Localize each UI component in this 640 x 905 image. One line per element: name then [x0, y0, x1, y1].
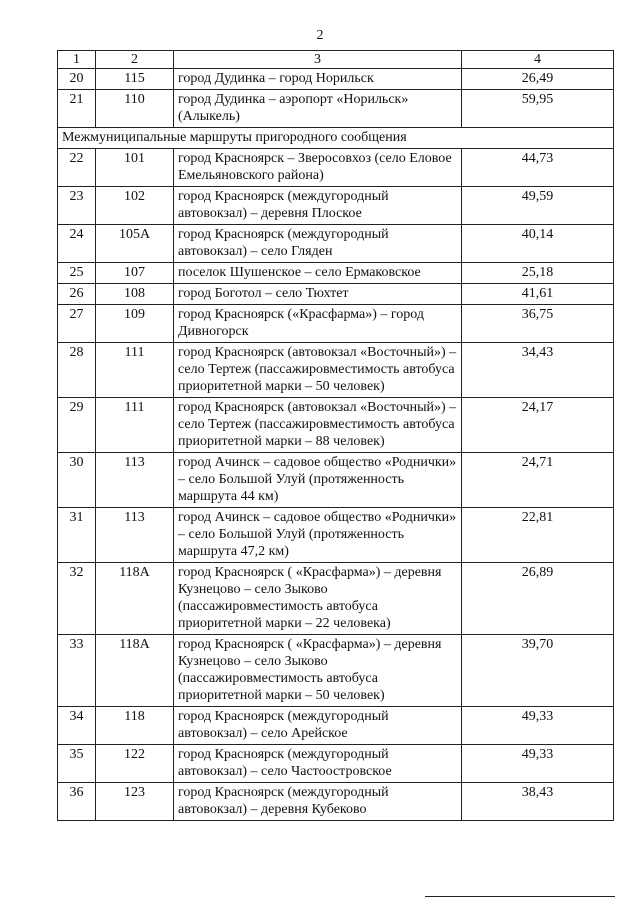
table-row: [58, 90, 614, 128]
row-number-cell: 22: [58, 149, 96, 187]
row-number-cell: 30: [58, 453, 96, 508]
fare-cell: 49,33: [462, 745, 614, 783]
route-name-cell: город Красноярск ( «Красфарма») – деревня Кузнецово – село Зыково (пассажировместимость автобуса приоритетной марки – 50 человек): [174, 635, 462, 707]
route-name-cell: город Красноярск («Красфарма») – город Дивногорск: [174, 305, 462, 343]
route-code-cell: 118А: [96, 563, 174, 635]
table-row: [58, 69, 614, 90]
table-row: [58, 745, 614, 783]
table-row: [58, 783, 614, 821]
row-number-cell: 34: [58, 707, 96, 745]
route-name-cell: город Ачинск – садовое общество «Роднички» – село Большой Улуй (протяженность маршрута 44 км): [174, 453, 462, 508]
route-code-cell: 102: [96, 187, 174, 225]
route-code-cell: 110: [96, 90, 174, 128]
route-code-cell: 111: [96, 343, 174, 398]
fare-cell: 49,33: [462, 707, 614, 745]
route-name-cell: город Красноярск (автовокзал «Восточный») – село Тертеж (пассажировместимость автобуса приоритетной марки – 88 человек): [174, 398, 462, 453]
row-number-cell: 32: [58, 563, 96, 635]
route-code-cell: 115: [96, 69, 174, 90]
row-number-cell: 28: [58, 343, 96, 398]
route-code-cell: 101: [96, 149, 174, 187]
routes-table: [57, 50, 614, 821]
fare-cell: 24,17: [462, 398, 614, 453]
table-row: [58, 149, 614, 187]
route-code-cell: 113: [96, 453, 174, 508]
table-row: [58, 563, 614, 635]
route-code-cell: 111: [96, 398, 174, 453]
table-row: [58, 398, 614, 453]
fare-cell: 38,43: [462, 783, 614, 821]
table-header-row: [58, 51, 614, 69]
route-name-cell: поселок Шушенское – село Ермаковское: [174, 263, 462, 284]
fare-cell: 26,49: [462, 69, 614, 90]
route-name-cell: город Боготол – село Тюхтет: [174, 284, 462, 305]
row-number-cell: 20: [58, 69, 96, 90]
row-number-cell: 26: [58, 284, 96, 305]
table-row: [58, 343, 614, 398]
route-code-cell: 108: [96, 284, 174, 305]
row-number-cell: 36: [58, 783, 96, 821]
footer-rule: [425, 896, 615, 897]
route-code-cell: 123: [96, 783, 174, 821]
route-name-cell: город Дудинка – аэропорт «Норильск» (Алыкель): [174, 90, 462, 128]
header-col-3: 3: [174, 51, 462, 69]
fare-cell: 41,61: [462, 284, 614, 305]
route-name-cell: город Красноярск (междугородный автовокзал) – деревня Кубеково: [174, 783, 462, 821]
route-code-cell: 118А: [96, 635, 174, 707]
table-row: [58, 187, 614, 225]
section-title: Межмуниципальные маршруты пригородного сообщения: [58, 128, 614, 149]
row-number-cell: 21: [58, 90, 96, 128]
row-number-cell: 23: [58, 187, 96, 225]
fare-cell: 26,89: [462, 563, 614, 635]
page-number: 2: [316, 28, 324, 43]
section-row: [58, 128, 614, 149]
table-row: [58, 707, 614, 745]
row-number-cell: 31: [58, 508, 96, 563]
table-row: [58, 635, 614, 707]
fare-cell: 25,18: [462, 263, 614, 284]
route-code-cell: 113: [96, 508, 174, 563]
row-number-cell: 24: [58, 225, 96, 263]
table-row: [58, 225, 614, 263]
row-number-cell: 35: [58, 745, 96, 783]
table-row: [58, 453, 614, 508]
route-name-cell: город Красноярск (междугородный автовокзал) – село Арейское: [174, 707, 462, 745]
table-body: [58, 69, 614, 821]
route-name-cell: город Красноярск – Зверосовхоз (село Еловое Емельяновского района): [174, 149, 462, 187]
header-col-2: 2: [96, 51, 174, 69]
route-name-cell: город Красноярск (междугородный автовокзал) – деревня Плоское: [174, 187, 462, 225]
table-row: [58, 284, 614, 305]
route-code-cell: 122: [96, 745, 174, 783]
row-number-cell: 25: [58, 263, 96, 284]
fare-cell: 49,59: [462, 187, 614, 225]
route-name-cell: город Красноярск (автовокзал «Восточный») – село Тертеж (пассажировместимость автобуса приоритетной марки – 50 человек): [174, 343, 462, 398]
table-row: [58, 263, 614, 284]
route-code-cell: 105А: [96, 225, 174, 263]
route-code-cell: 118: [96, 707, 174, 745]
fare-cell: 36,75: [462, 305, 614, 343]
fare-cell: 59,95: [462, 90, 614, 128]
route-code-cell: 107: [96, 263, 174, 284]
table-row: [58, 508, 614, 563]
route-name-cell: город Дудинка – город Норильск: [174, 69, 462, 90]
row-number-cell: 33: [58, 635, 96, 707]
fare-cell: 24,71: [462, 453, 614, 508]
row-number-cell: 29: [58, 398, 96, 453]
header-col-4: 4: [462, 51, 614, 69]
header-col-1: 1: [58, 51, 96, 69]
route-name-cell: город Красноярск (междугородный автовокзал) – село Гляден: [174, 225, 462, 263]
table-row: [58, 305, 614, 343]
route-name-cell: город Ачинск – садовое общество «Роднички» – село Большой Улуй (протяженность маршрута 47,2 км): [174, 508, 462, 563]
fare-cell: 40,14: [462, 225, 614, 263]
route-code-cell: 109: [96, 305, 174, 343]
fare-cell: 22,81: [462, 508, 614, 563]
route-name-cell: город Красноярск ( «Красфарма») – деревня Кузнецово – село Зыково (пассажировместимость автобуса приоритетной марки – 22 человека): [174, 563, 462, 635]
route-name-cell: город Красноярск (междугородный автовокзал) – село Частоостровское: [174, 745, 462, 783]
row-number-cell: 27: [58, 305, 96, 343]
fare-cell: 39,70: [462, 635, 614, 707]
fare-cell: 34,43: [462, 343, 614, 398]
fare-cell: 44,73: [462, 149, 614, 187]
